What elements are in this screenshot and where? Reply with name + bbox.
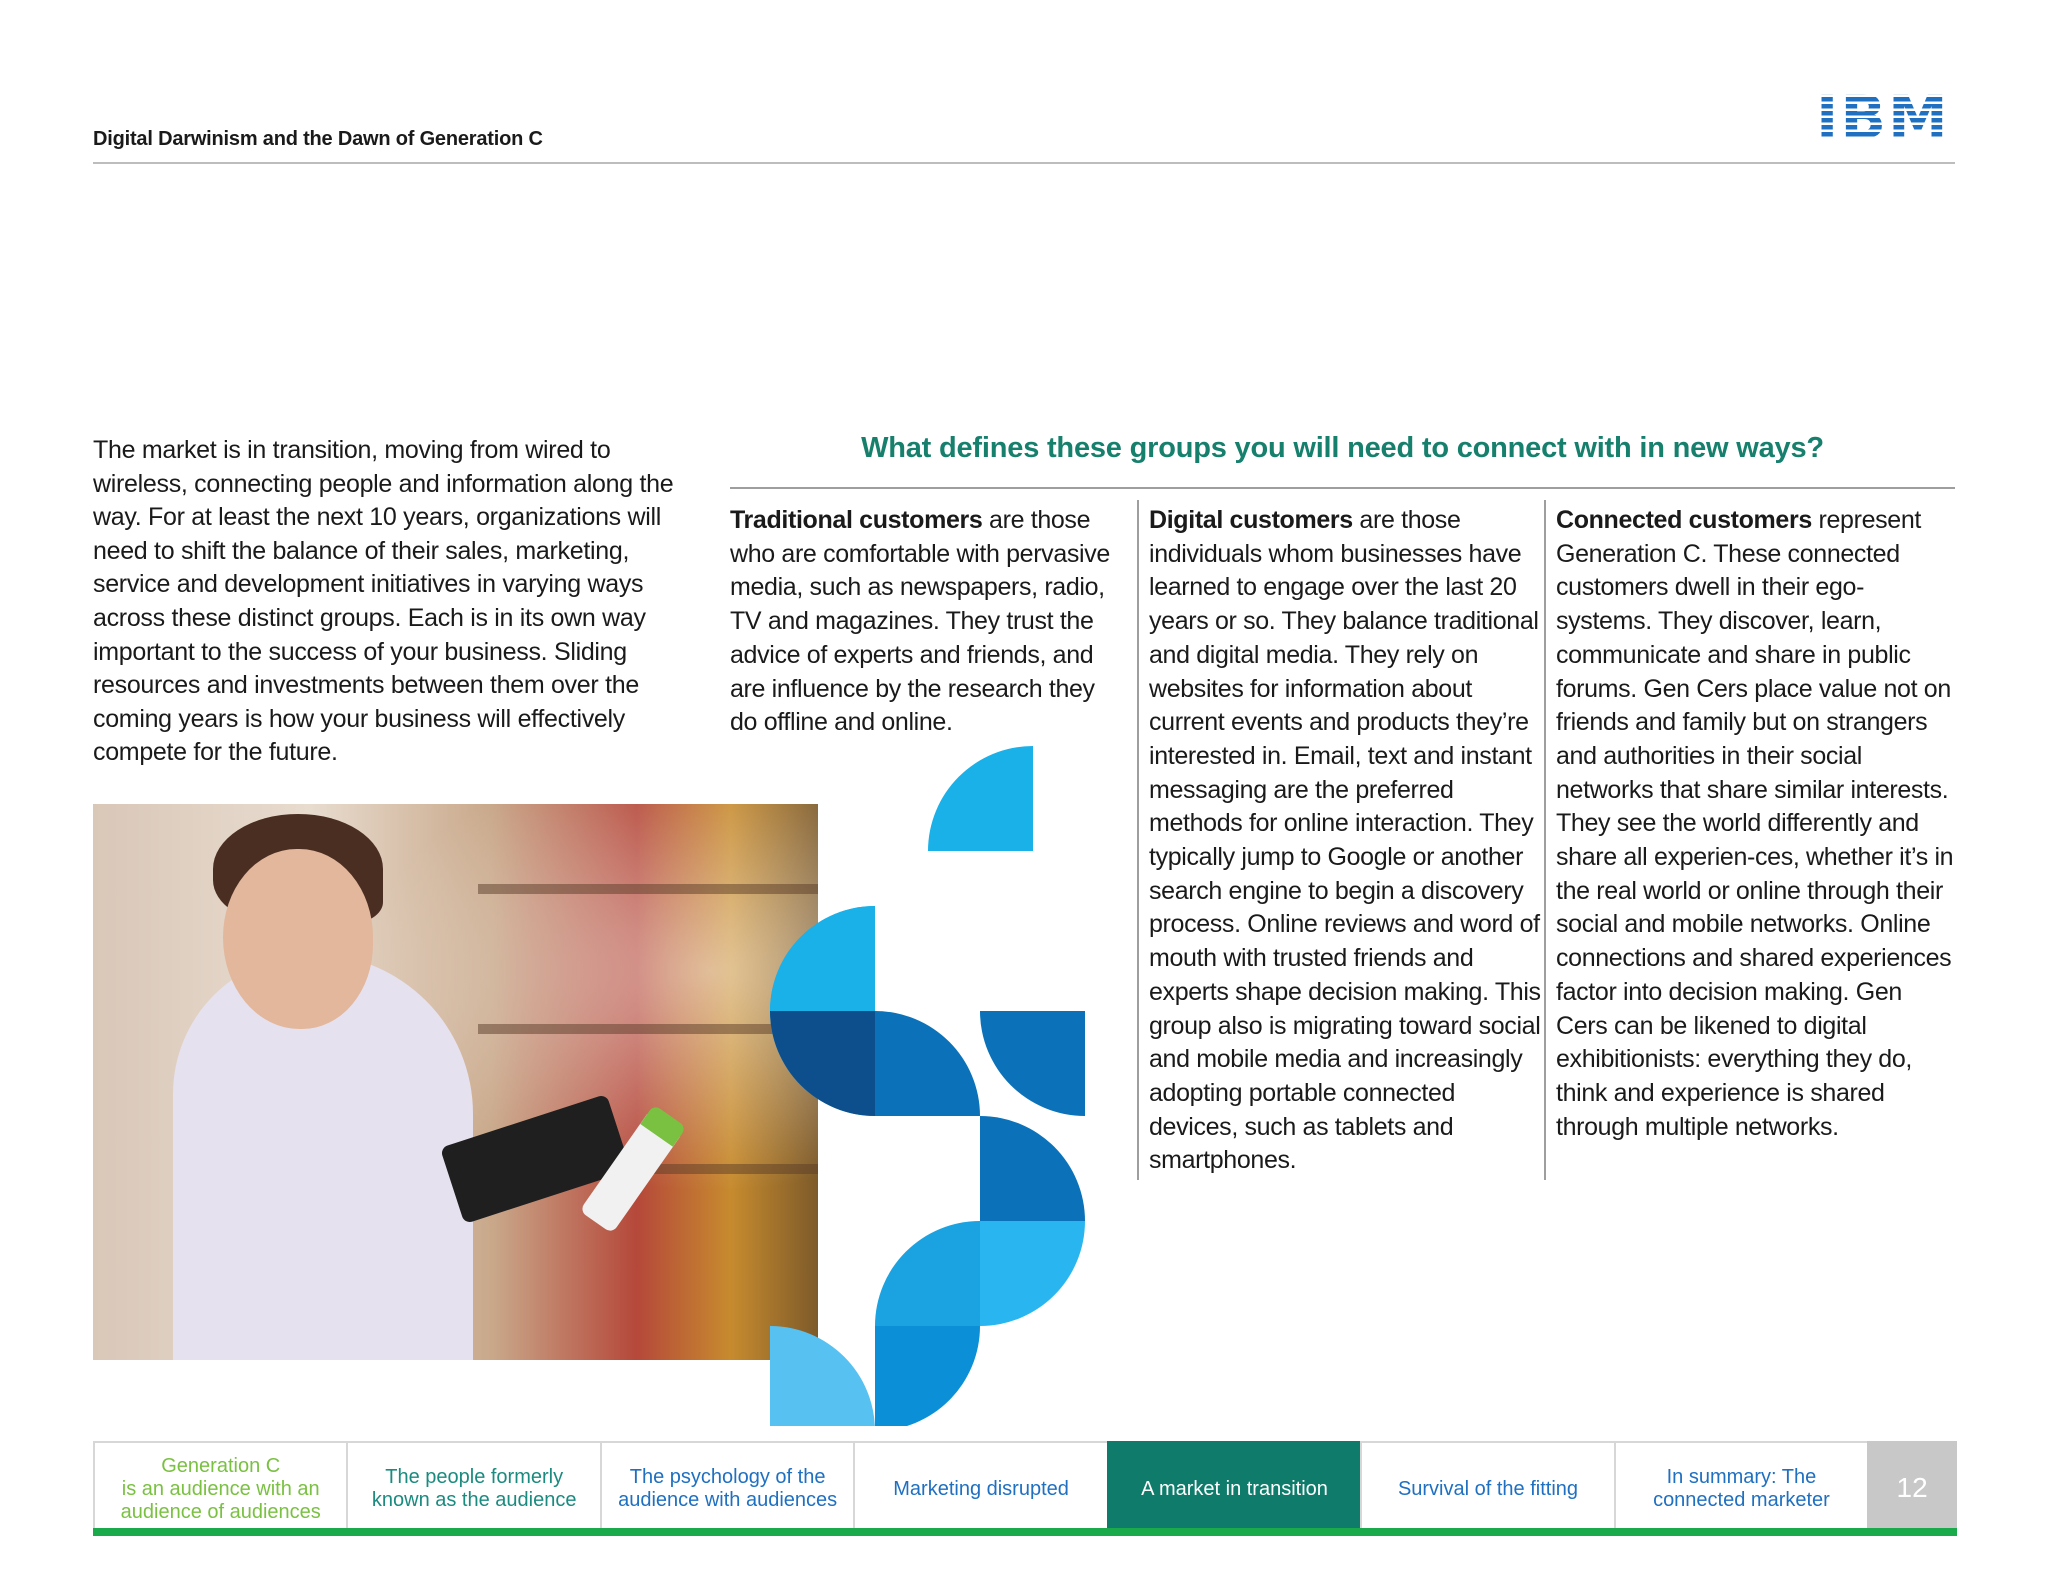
term-traditional-customers: Traditional customers (730, 506, 983, 534)
nav-item-label-line: audience of audiences (120, 1500, 321, 1523)
section-heading-divider (730, 487, 1955, 489)
nav-item-psychology-of-audience[interactable] (600, 1441, 853, 1535)
section-heading: What defines these groups you will need to connect with in new ways? (861, 432, 1824, 464)
nav-item-label: A market in transition (1141, 1477, 1328, 1500)
nav-item-label (121, 1455, 321, 1524)
intro-paragraph: The market is in transition, moving from wired to wireless, connecting people and information along the way. For at least the next 10 years, organizations will need to shift the balance of their sales, marketing, service and development initiatives in varying ways across these distinct groups. Each is in its own way important to the success of your business. Sliding resources and investments between them over the coming years is how your business will effectively compete for the future. (93, 436, 674, 767)
header-divider (93, 162, 1955, 164)
shelf-detail (478, 1024, 818, 1034)
term-digital-customers: Digital customers (1149, 506, 1353, 534)
nav-item-label (1653, 1466, 1830, 1512)
ibm-logo-text: IBM (1816, 90, 1956, 146)
nav-item-market-in-transition[interactable] (1107, 1441, 1360, 1535)
nav-item-label: Marketing disrupted (893, 1477, 1069, 1500)
nav-item-label (372, 1466, 577, 1512)
nav-item-label-line: known as the audience (371, 1489, 577, 1511)
term-connected-customers: Connected customers (1556, 506, 1812, 534)
digital-customers-text: are those individuals whom businesses have learned to engage over the last 20 years or so. They balance traditional and digital media. They rely on websites for information about current events and products they’re interested in. Email, text and instant messaging are the preferred methods for online interaction. They typically jump to Google or another search engine to begin a discovery process. Online reviews and word of mouth with trusted friends and experts shape decision making. This group also is migrating toward social and mobile media and increasingly adopting portable connected devices, such as tablets and smartphones. (1149, 506, 1541, 1175)
nav-item-label: Survival of the fitting (1397, 1477, 1579, 1500)
shelf-detail (478, 884, 818, 894)
traditional-customers-text: are those who are comfortable with pervasive media, such as newspapers, radio, TV and magazines. They trust the advice of experts and friends, and are influence by the research they do offline and online. (730, 506, 1110, 737)
connected-customers-column (1556, 504, 1956, 1144)
document-title: Digital Darwinism and the Dawn of Generation C (93, 128, 543, 150)
nav-item-label (618, 1466, 837, 1512)
nav-item-people-formerly-known[interactable] (346, 1441, 599, 1535)
nav-item-label-line: In summary: The (1666, 1466, 1817, 1488)
connected-customers-text: represent Generation C. These connected customers dwell in their ego-systems. They discover, learn, communicate and share in public forums. Gen Cers place value not on friends and family but on strangers and authorities in their social networks that share similar interests. They see the world differently and share all experien-ces, whether it’s in the real world or online through their social and mobile networks. Online connections and shared experiences factor into decision making. Gen Cers can be likened to digital exhibitionists: everything they do, think and experience is shared through multiple networks. (1556, 506, 1954, 1141)
column-divider (1137, 500, 1139, 1180)
woman-with-tablet-in-grocery-store-image (93, 804, 818, 1360)
nav-item-generation-c[interactable] (93, 1441, 346, 1535)
page-number: 12 (1867, 1441, 1957, 1535)
nav-item-marketing-disrupted[interactable] (853, 1441, 1106, 1535)
column-divider (1544, 500, 1546, 1180)
nav-item-label-line: audience with audiences (618, 1489, 838, 1511)
ibm-logo (1816, 83, 1956, 153)
navigation-bottom-bar (93, 1528, 1957, 1536)
nav-item-label-line: The psychology of the (629, 1466, 826, 1488)
nav-item-label-line: The people formerly (385, 1466, 564, 1488)
blue-quarter-circle-pattern (770, 746, 1090, 1426)
nav-item-label-line: Generation C (161, 1454, 281, 1477)
digital-customers-column (1149, 504, 1544, 1178)
nav-item-survival-of-the-fitting[interactable] (1360, 1441, 1613, 1535)
nav-item-label-line: connected marketer (1653, 1489, 1830, 1511)
chapter-navigation (93, 1441, 1957, 1535)
nav-item-in-summary[interactable] (1614, 1441, 1867, 1535)
woman-face-shape (223, 849, 373, 1029)
traditional-customers-column (730, 504, 1120, 740)
nav-item-label-line: is an audience with an (121, 1477, 320, 1500)
